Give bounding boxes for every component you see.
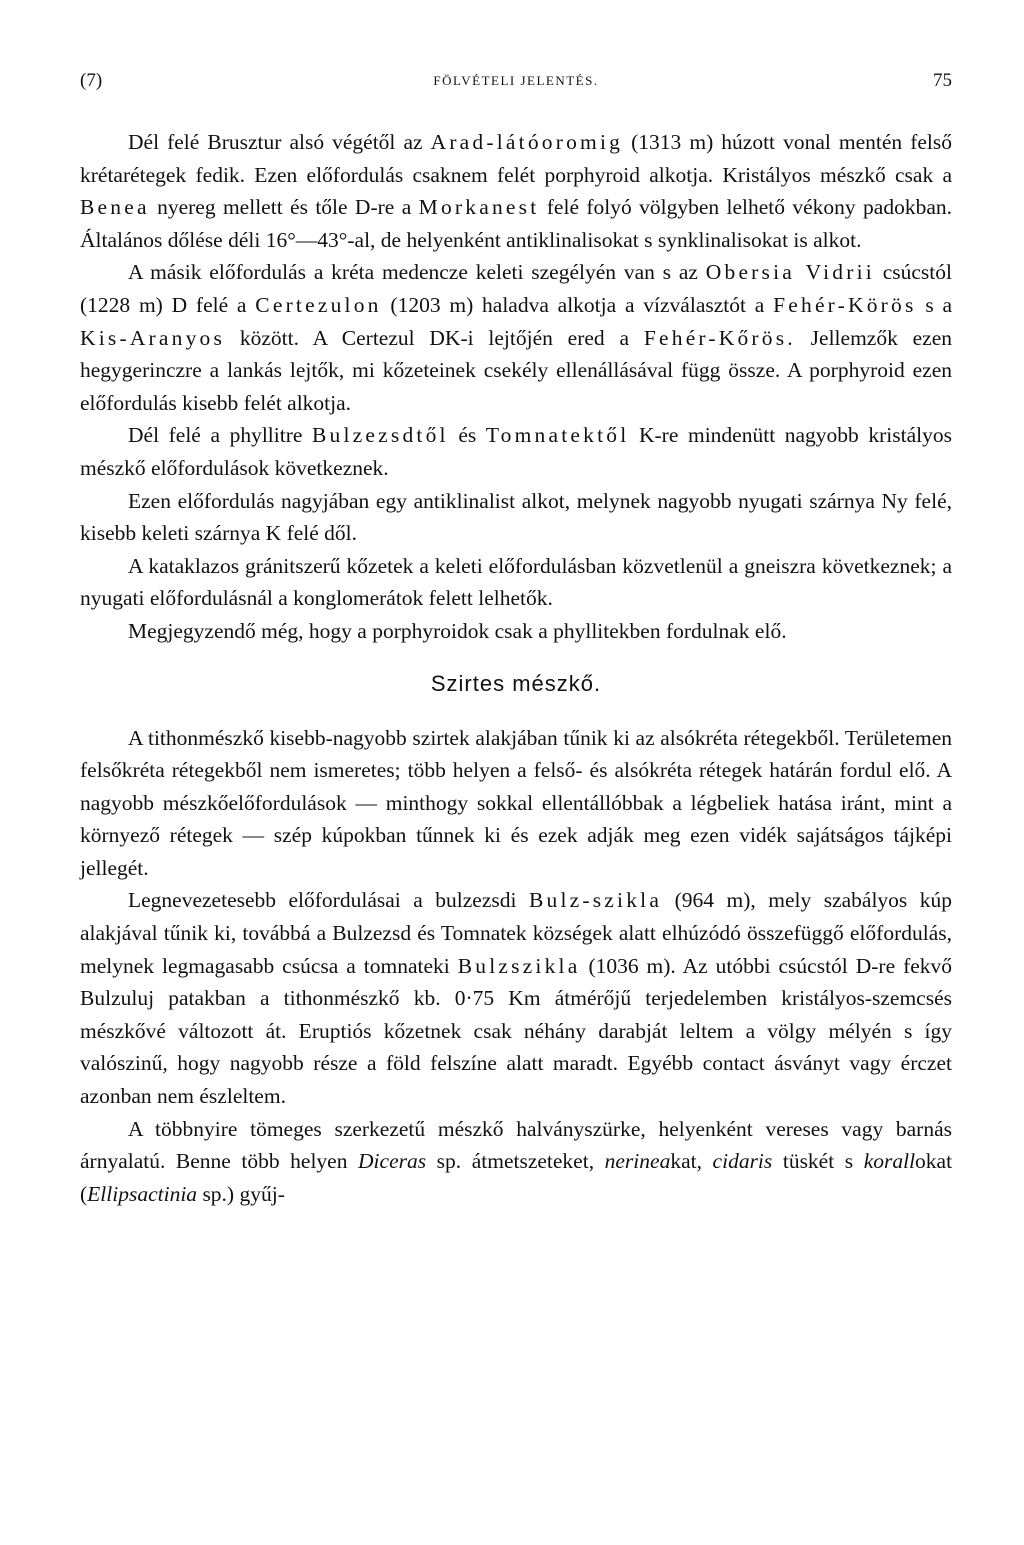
- place-name: Tomnatektől: [485, 423, 630, 448]
- place-name: Arad-látóoromig: [430, 130, 624, 154]
- taxon-name: Ellipsactinia: [87, 1181, 198, 1206]
- place-name: Obersia Vidrii: [705, 260, 875, 285]
- body-text: [80, 126, 952, 1210]
- taxon-name: nerinea: [604, 1149, 671, 1174]
- running-header: [80, 70, 952, 100]
- section-heading: Szirtes mészkő.: [430, 670, 602, 696]
- place-name: Bulzezsdtől: [312, 423, 449, 448]
- paragraph: Ezen előfordulás nagyjában egy antiklinalist alkot, melynek nagyobb nyugati szárnya Ny felé, kisebb keleti szárnya K felé dől.: [80, 488, 952, 546]
- paragraph: Legnevezetesebb előfordulásai a bulzezsdi Bulz-szikla (964 m), mely szabályos kúp alakjával tűnik ki, továbbá a Bulzezsd és Tomnatek községek alatt elhúzódó összefüggő előfordulás, melynek legmagasabb csúcsa a tomnateki Bulzszikla (1036 m). Az utóbbi csúcstól D-re fekvő Bulzuluj patakban a tithonmészkő kb. 0·75 Km átmérőjű terjedelemben kristályos-szemcsés mészkővé változott át. Eruptiós kőzetnek csak néhány darabját leltem a völgy mélyén s így valószinű, hogy nagyobb része a föld felszíne alatt maradt. Egyébb contact ásványt vagy érczet azonban nem észleltem.: [80, 888, 953, 1109]
- place-name: Benea: [80, 195, 150, 220]
- paragraph: Megjegyzendő még, hogy a porphyroidok csak a phyllitekben fordulnak elő.: [128, 618, 787, 643]
- taxon-name: Diceras: [358, 1149, 427, 1174]
- paragraph: A kataklazos gránitszerű kőzetek a keleti előfordulásban közvetlenül a gneiszra következnek; a nyugati előfordulásnál a konglomerátok felett lelhetők.: [80, 553, 952, 611]
- place-name: Fehér-Körös: [773, 292, 917, 317]
- taxon-name: cidaris: [712, 1149, 773, 1174]
- place-name: Bulz-szikla: [528, 888, 663, 913]
- paragraph: Dél felé a phyllitre Bulzezsdtől és Tomnatektől K-re mindenütt nagyobb kristályos mészkő előfordulások következnek.: [80, 423, 952, 480]
- paragraph: A többnyire tömeges szerkezetű mészkő halványszürke, helyenként vereses vagy barnás árnyalatú. Benne több helyen Diceras sp. átmetszeteket, nerineakat, cidaris tüskét s korallokat (Ellipsactinia sp.) gyűj-: [80, 1116, 953, 1206]
- place-name: Bulzszikla: [457, 953, 581, 978]
- place-name: Fehér-Kőrös.: [643, 325, 796, 350]
- chapter-number: (7): [80, 70, 103, 91]
- running-title: FÖLVÉTELI JELENTÉS.: [433, 73, 599, 88]
- page-number: 75: [933, 70, 952, 91]
- place-name: Certezulon: [255, 292, 382, 317]
- place-name: Morkanest: [418, 195, 540, 220]
- place-name: Kis-Aranyos: [80, 325, 226, 350]
- paragraph: A tithonmészkő kisebb-nagyobb szirtek alakjában tűnik ki az alsókréta rétegekből. Területemen felsőkréta rétegekből nem ismeretes; több helyen a felső- és alsókréta rétegek határán fordul elő. A nagyobb mészkőelőfordulások — minthogy sokkal ellentállóbbak a légbeliek hatása iránt, mint a környező rétegek — szép kúpokban tűnnek ki és ezek adják meg ezen vidék sajátságos tájképi jellegét.: [80, 725, 952, 880]
- paragraph: Dél felé Brusztur alsó végétől az Arad-látóoromig (1313 m) húzott vonal mentén felső krétarétegek fedik. Ezen előfordulás csaknem felét porphyroid alkotja. Kristályos mészkő csak a Benea nyereg mellett és tőle D-re a Morkanest felé folyó völgyben lelhető vékony padokban. Általános dőlése déli 16°—43°-al, de helyenként antiklinalisokat s synklinalisokat is alkot.: [80, 130, 953, 252]
- taxon-name: korall: [863, 1149, 916, 1174]
- paragraph: A másik előfordulás a kréta medencze keleti szegélyén van s az Obersia Vidrii csúcstól (1228 m) D felé a Certezulon (1203 m) haladva alkotja a vízválasztót a Fehér-Körös s a Kis-Aranyos között. A Certezul DK-i lejtőjén ered a Fehér-Kőrös. Jellemzők ezen hegygerinczre a lankás lejtők, mi kőzeteinek csekély ellenállásával függ össze. A porphyroid ezen előfordulás kisebb felét alkotja.: [80, 260, 953, 415]
